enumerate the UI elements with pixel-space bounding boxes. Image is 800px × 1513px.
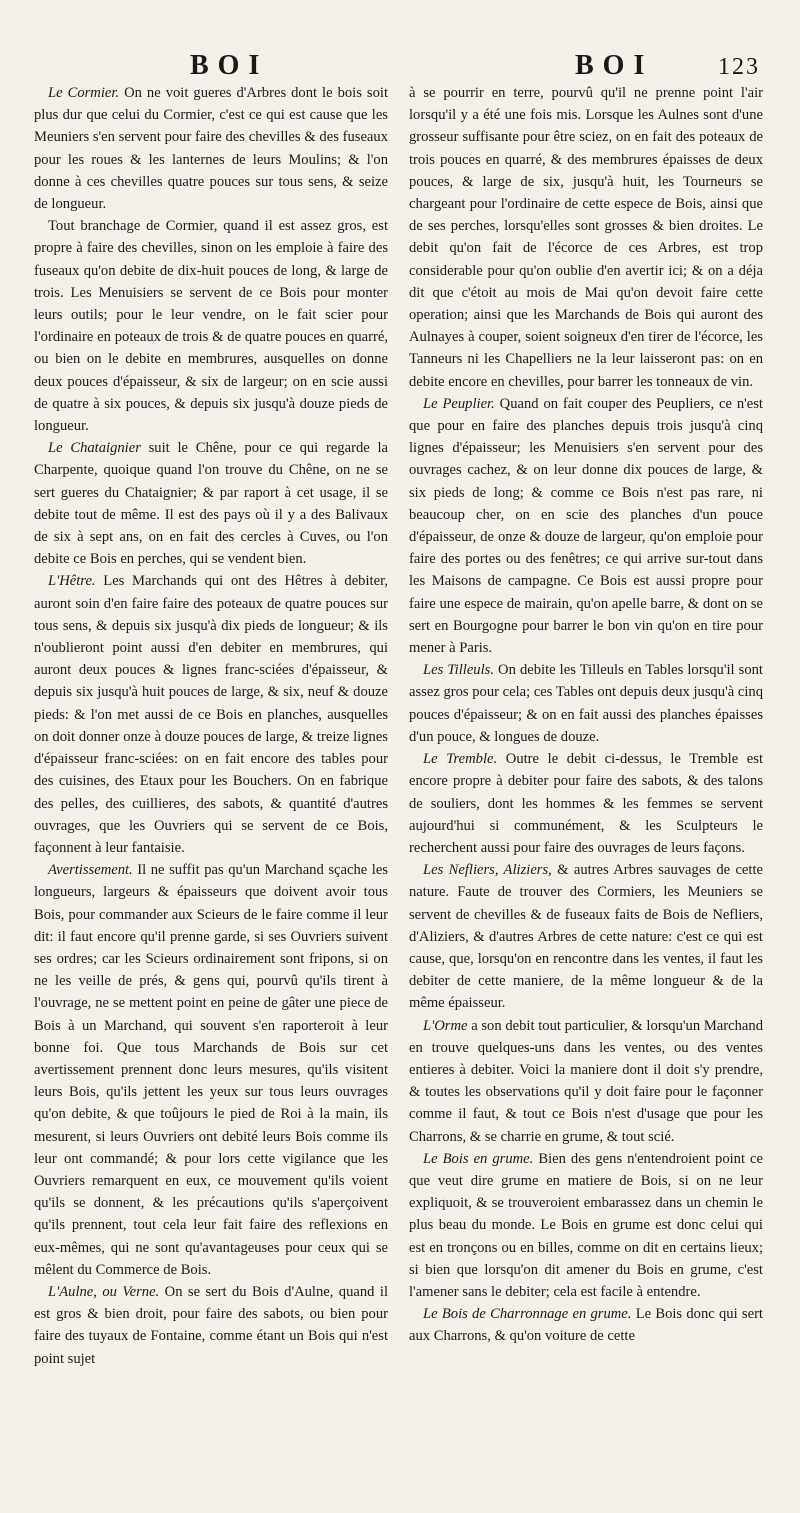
paragraph-hetre: L'Hêtre. Les Marchands qui ont des Hêtres à debiter, auront soin d'en faire faire des poteaux de quatre pouces sur tous sens, & depuis six jusqu'à dix pieds de longueur; & ils n'oublieront point aussi d'en debiter en membrures, qui auront deux pouces & lignes franc-sciées d'épaisseur, & depuis six jusqu'à huit pouces de large, & six, neuf & douze pieds: & l'on met aussi de ce Bois en planches, ausquelles on doit donner onze à douze pouces de large, & treize lignes d'épaisseur franc-sciées: on en fait encore des tables pour des cuisines, des Etaux pour les Bouchers. On en fabrique des pelles, des cuillieres, des sabots, & quantité d'autres ouvrages, que les Ouvriers qui se servent de ce Bois, façonnent à leur fantaisie. xyxy=(34,573,388,856)
paragraph-tremble: Le Tremble. Outre le debit ci-dessus, le Tremble est encore propre à debiter pour faire des sabots, & des talons de souliers, dont les hommes & les femmes se servent aujourd'hui si communément, & les Sculpteurs le recherchent aussi pour faire des ouvrages de leurs façons. xyxy=(409,751,763,856)
paragraph-nefliers: Les Nefliers, Aliziers, & autres Arbres sauvages de cette nature. Faute de trouver des Cormiers, les Meuniers se servent de chevilles & de fuseaux faits de Bois de Nefliers, d'Aliziers, & d'autres Arbres de cette nature: c'est ce qui est cause, que, lorsqu'on en rencontre dans les ventes, il faut les debiter de cette maniere, de la même longueur & de la même épaisseur. xyxy=(409,862,763,1012)
paragraph-chataignier: Le Chataignier suit le Chêne, pour ce qui regarde la Charpente, quoique quand l'on trouve du Chêne, on ne se sert gueres du Chataignier; & par raport à cet usage, il se debite tout de même. Il est des pays où il y a des Balivaux de six à sept ans, on en fait des cercles à Cuves, ou l'on debite ce Bois en perches, qui se vendent bien. xyxy=(34,440,388,568)
paragraph-charronnage: Le Bois de Charronnage en grume. Le Bois donc qui sert aux Charrons, & qu'on voiture de cette xyxy=(409,1306,763,1345)
paragraph-branchage: Tout branchage de Cormier, quand il est assez gros, est propre à faire des chevilles, sinon on les emploie à faire des fuseaux qu'on debite de dix-huit pouces de long, & large de trois. Les Menuisiers se servent de ce Bois pour monter leurs outils; pour le leur vendre, on le fait scier pour l'ordinaire en poteaux de trois & de quatre pouces en quarré, ou bien on le debite en membrures, ausquelles on donne deux pouces d'épaisseur, & six de largeur; on en scie aussi de quatre à six pouces, & depuis six jusqu'à douze pieds de longueur. xyxy=(34,218,388,435)
paragraph-avertissement: Avertissement. Il ne suffit pas qu'un Marchand sçache les longueurs, largeurs & épaisseurs que doivent avoir tous Bois, pour commander aux Scieurs de le faire comme il leur dit: il faut encore qu'il prenne garde, si ses Ouvriers suivent ses ordres; car les Scieurs ordinairement sont fripons, si on ne les veille de prés, & gens qui, pourvû qu'ils tirent à l'ouvrage, ne se mettent point en peine de gâter une piece de Bois à un Marchand, qui souvent s'en raporteroit à leur bonne foi. Que tous Marchands de Bois sur cet avertissement prennent donc leurs mesures, qu'ils visitent leurs Bois, qu'ils jettent les yeux sur tous leurs ouvrages qu'on debite, & que toûjours le pied de Roi à la main, ils mesurent, si leurs Ouvriers ont debité leurs Bois comme ils leur ont commandé; & pour lors cette vigilance que les Ouvriers remarquent en eux, ce mouvement qu'ils voient qu'ils se donnent, & les précautions qu'ils s'aperçoivent qu'ils prennent, tout cela leur fait faire des reflexions en eux-mêmes, qui ne sont qu'avantageuses pour ceux qui se mêlent du Commerce de Bois. xyxy=(34,862,388,1278)
right-column xyxy=(409,82,763,1494)
paragraph-tilleuls: Les Tilleuls. On debite les Tilleuls en Tables lorsqu'il sont assez gros pour cela; ces Tables ont depuis deux jusqu'à cinq pouces d'épaisseur; & on en fait aussi des planches épaisses d'un pouce, & longues de douze. xyxy=(409,662,763,745)
header-left-word: BOI xyxy=(190,50,269,81)
header-right-word: BOI xyxy=(575,50,654,81)
paragraph-aulne-continued: à se pourrir en terre, pourvû qu'il ne prenne point l'air lorsqu'il y a été une fois mis. Lorsque les Aulnes sont d'une grosseur suffisante pour être sciez, on en fait des poteaux de trois pouces en quarré, & des membrures épaisses de deux pouces, & large de six, jusqu'à huit, les Tourneurs se chargeant pour l'ordinaire de cette espece de Bois, ainsi que de ses perches, lorsqu'elles sont grosses & bien droites. Le debit qu'on fait de l'écorce de ces Arbres, est trop considerable pour qu'on oublie d'en avertir ici; & on a déja dit que c'étoit au mois de Mai qu'on devoit faire cette operation; ainsi que les Marchands de Bois qui auront des Aulnayes à couper, soient soigneux d'en tirer de l'écorce, les Tanneurs ni les Chapelliers ne la leur laisseront pas: on en debite encore en chevilles, pour barrer les tonneaux de vin. xyxy=(409,85,763,390)
paragraph-aulne: L'Aulne, ou Verne. On se sert du Bois d'Aulne, quand il est gros & bien droit, pour faire des sabots, ou bien pour faire des tuyaux de Fontaine, comme étant un Bois qui n'est point sujet xyxy=(34,1283,388,1367)
paragraph-orme: L'Orme a son debit tout particulier, & lorsqu'un Marchand en trouve quelques-uns dans les ventes, ou des ventes entieres à debiter. Voici la maniere dont il doit s'y prendre, & toutes les observations qu'il y doit faire pour le façonner comme il faut, & tout ce Bois n'est d'usage que pour les Charrons, & se charrie en grume, & tout scié. xyxy=(409,1017,763,1145)
paragraph-cormier: Le Cormier. On ne voit gueres d'Arbres dont le bois soit plus dur que celui du Cormier, c'est ce qui est cause que les Meuniers s'en servent pour faire des chevilles & des fuseaux pour les roues & les lanternes de leurs Moulins; & l'on donne à ces chevilles quatre pouces sur tous sens, & seize de longueur. xyxy=(34,85,388,213)
paragraph-bois-en-grume: Le Bois en grume. Bien des gens n'entendroient point ce que veut dire grume en matiere de Bois, si on ne leur expliquoit, & se trouveroient embarassez dans un chemin le plus beau du monde. Le Bois en grume est donc celui qui est en tronçons ou en billes, comme on dit en certains lieux; si bien que lorsqu'on dit amener du Bois en grume, c'est l'amener sans le debiter; cela est facile à entendre. xyxy=(409,1150,763,1300)
left-column xyxy=(34,82,388,1494)
page-number: 123 xyxy=(718,54,760,80)
paragraph-peuplier: Le Peuplier. Quand on fait couper des Peupliers, ce n'est que pour en faire des planches depuis trois jusqu'à cinq lignes d'épaisseur; les Menuisiers s'en servent pour des ouvrages cachez, & on leur donne dix pouces de large, & six pieds de long; & comme ce Bois n'est pas rare, ni beaucoup cher, on en scie des planches d'un pouce d'épaisseur, de onze & douze de largeur, qu'on emploie pour faire des portes ou des fenêtres; ce qui arrive sur-tout dans les Maisons de campagne. Ce Bois est aussi propre pour faire une espece de mairain, qu'on apelle barre, & dont on se sert en Bourgogne pour barrer le bon vin qu'on en tire pour mener à Paris. xyxy=(409,395,763,657)
